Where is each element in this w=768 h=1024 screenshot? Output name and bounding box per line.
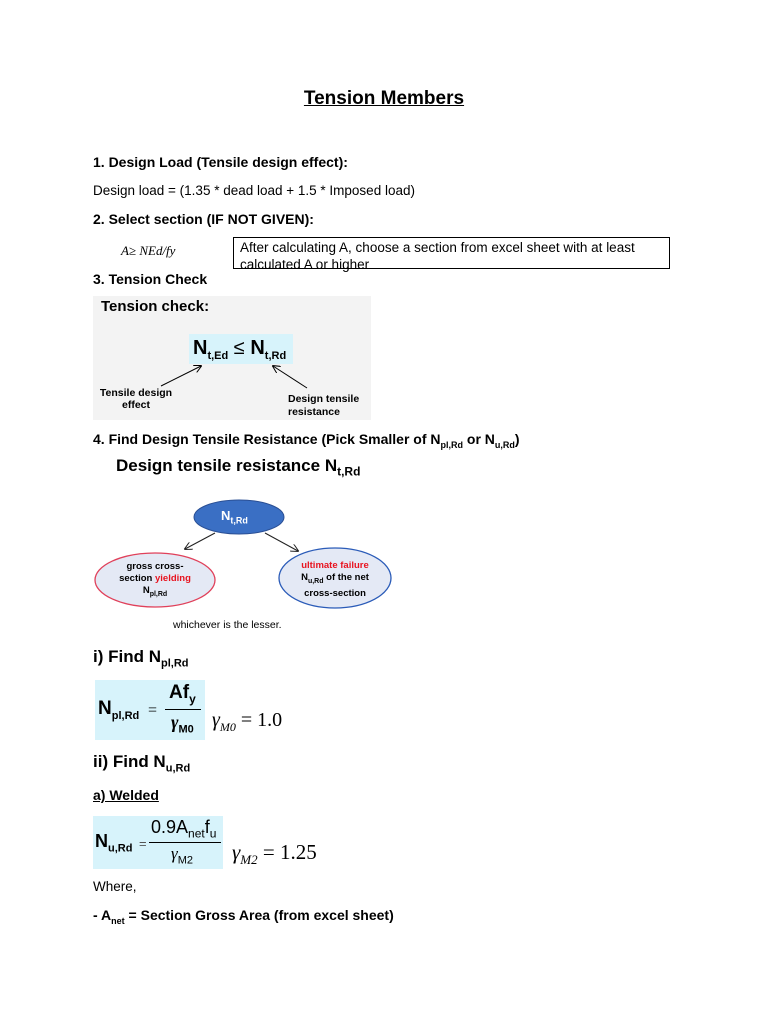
dtr-title-text: Design tensile resistance N [116,456,338,475]
gamma-m0-symbol: γ [212,709,220,731]
find-npl-heading-sub: pl,Rd [160,657,189,670]
tension-lhs-sub: t,Ed [207,350,229,362]
nu-equals: = [139,836,147,851]
right-node-sub: u,Rd [307,577,324,585]
left-node-sub: pl,Rd [149,590,168,598]
nu-lhs-sub: u,Rd [108,842,133,855]
right-arrow [273,366,307,388]
dtr-diagram [93,453,393,635]
anet-definition [93,907,394,926]
tension-check-figure [93,296,371,420]
left-arrow [161,366,201,386]
tension-check-title: Tension check: [101,298,210,315]
nu-num-sub1: net [188,826,205,841]
dtr-footer: whichever is the lesser. [173,619,282,631]
nu-den-sub: M2 [177,854,193,867]
right-label-line-2: resistance [288,406,340,418]
npl-formula-box [95,680,205,740]
find-npl-heading-text: i) Find N [93,647,161,666]
npl-lhs [98,698,139,722]
nu-numerator [151,817,216,841]
find-nu-heading [93,752,190,774]
tension-rhs-sub: t,Rd [264,350,287,362]
where-label: Where, [93,879,137,894]
right-node-line-2b: of the net [323,572,369,583]
design-tensile-resistance-figure [93,453,393,635]
right-label-line-1: Design tensile [288,393,360,405]
top-node-label [221,508,248,526]
anet-pre: - A [93,907,112,923]
gamma-m0-number: = 1.0 [235,709,283,731]
gamma-m2-value [232,840,317,868]
section-4-heading [93,431,520,450]
s4-heading-sub1: pl,Rd [440,439,464,450]
left-node-line-2a: section [119,573,155,584]
npl-denominator [171,712,194,736]
top-node-n: N [221,508,231,523]
tension-rhs: N [250,337,265,359]
npl-den-gamma: γ [171,712,179,732]
left-node-label [105,561,205,601]
gamma-m0-sub: M0 [219,720,236,734]
right-node-n: N [301,572,308,583]
nu-denominator [171,844,193,866]
design-load-text: Design load = (1.35 * dead load + 1.5 * Imposed load) [93,183,415,198]
s4-heading-sub2: u,Rd [494,439,515,450]
left-node-yielding: yielding [155,573,191,584]
section-3-heading: 3. Tension Check [93,271,208,287]
tensile-design-effect-label [96,387,176,411]
gamma-m0-value [212,709,282,735]
top-node-sub: t,Rd [230,515,248,526]
gamma-m2-number: = 1.25 [257,840,317,864]
left-label-line-2: effect [121,399,150,411]
dtr-title-sub: t,Rd [337,464,361,479]
nu-den-gamma: γ [171,844,178,863]
section-1-heading: 1. Design Load (Tensile design effect): [93,154,348,170]
s4-heading-pre: 4. Find Design Tensile Resistance (Pick Smaller of N [93,431,441,447]
gamma-m2-sub: M2 [240,852,258,868]
section-2-heading: 2. Select section (IF NOT GIVEN): [93,211,314,227]
nu-fraction-bar [149,842,221,843]
gamma-m2-symbol: γ [232,840,241,864]
npl-fraction-bar [165,709,201,710]
tension-lhs: N [193,337,208,359]
npl-num-sub: y [189,691,196,706]
nu-num-sub2: u [209,826,217,841]
s4-heading-mid: or N [463,431,495,447]
npl-lhs-n: N [98,698,112,719]
design-tensile-resistance-label [288,393,359,419]
tension-relation: ≤ [233,337,245,359]
left-node-line-1: gross cross- [126,561,184,572]
dtr-left-arrow [185,533,215,549]
left-node-n: N [142,585,150,596]
nu-formula-box [93,816,223,869]
right-node-line-1: ultimate failure [301,560,369,571]
nu-num-pre: 0.9A [151,817,189,837]
npl-lhs-sub: pl,Rd [111,709,140,722]
npl-equals: = [148,702,158,719]
dtr-right-arrow [265,533,298,551]
find-nu-heading-sub: u,Rd [165,762,191,775]
npl-den-sub: M0 [178,723,194,736]
page-title: Tension Members [303,88,465,109]
section-note-box: After calculating A, choose a section from excel sheet with at least calculated A or higher [233,237,670,269]
anet-sub: net [111,915,125,926]
nu-lhs-n: N [95,831,108,851]
welded-subheading: a) Welded [93,787,159,803]
left-label-line-1: Tensile design [99,387,173,399]
s4-heading-post: ) [514,431,520,447]
npl-numerator [169,682,196,706]
anet-post: = Section Gross Area (from excel sheet) [124,907,394,923]
nu-lhs [95,831,132,855]
right-node-line-3: cross-section [304,587,366,599]
find-npl-heading [93,647,188,669]
right-node-label [285,560,385,600]
area-formula: A≥ NEd/fy [121,243,176,258]
find-nu-heading-text: ii) Find N [93,752,166,771]
nu-num-f: f [204,817,210,837]
npl-num-af: Af [169,682,190,703]
